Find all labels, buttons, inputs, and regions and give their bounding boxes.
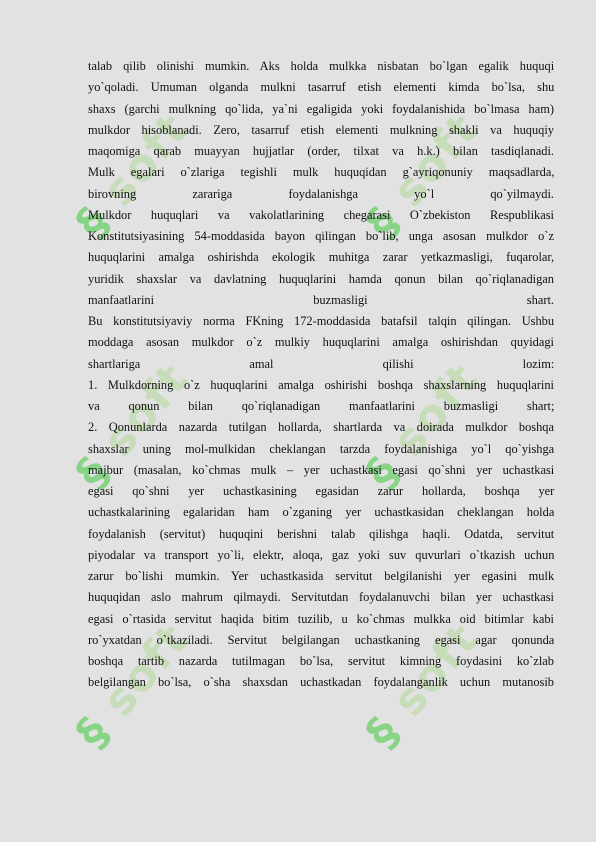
text-line: piyodalar va transport yo`li, elektr, aloqa, gaz yoki suv quvurlari o`tkazish uchun xyxy=(88,547,555,562)
text-line: huquqlarini amalga oshirishda ekologik muhitga zarar yetkazmasligi, fuqarolar, xyxy=(88,250,555,265)
text-line: foydalanish (servitut) huquqini berishni talab qilishga haqli. Odatda, servitut xyxy=(88,526,555,541)
text-line: majbur (masalan, ko`chmas mulk – yer uchastkasi egasi qo`shni yer uchastkasi xyxy=(88,462,555,477)
watermark: § soft xyxy=(66,353,200,498)
watermark: § soft xyxy=(356,613,490,758)
text-line: va qonun bilan qo`riqlanadigan manfaatlarini buzmasligi shart; xyxy=(88,399,555,413)
text-line: mulkdor hisoblanadi. Zero, tasarruf etish elementi mulkning shakli va huquqiy xyxy=(88,122,554,137)
text-line: maqomiga qarab muayyan hujjatlar (order, tilxat va h.k.) bilan tasdiqlanadi. xyxy=(88,144,554,158)
text-line: uchastkalarining egalaridan ham o`zganing yer uchastkasidan cheklangan holda xyxy=(88,505,555,520)
text-line: huquqidan aslo mahrum qilmaydi. Servitutdan foydalanuvchi bilan yer uchastkasi xyxy=(88,590,554,605)
text-line: Konstitutsiyasining 54-moddasida bayon qilingan bo`lib, unga asosan mulkdor o`z xyxy=(88,229,554,243)
text-line: shaxs (garchi mulkning qo`lida, ya`ni egaligida yoki foydalanishida bo`lmasa ham) xyxy=(88,101,554,116)
text-line: shartlariga amal qilishi lozim: xyxy=(88,356,555,371)
text-line: birovning zarariga foydalanishga yo`l qo`yilmaydi. xyxy=(88,186,554,201)
text-line: egasi qo`shni yer uchastkasining egasidan zarur hollarda, boshqa yer xyxy=(88,484,555,498)
text-line: manfaatlarini buzmasligi shart. xyxy=(88,292,554,307)
watermark: § soft xyxy=(66,613,200,758)
text-line: Bu konstitutsiyaviy norma FKning 172-moddasida batafsil talqin qilingan. Ushbu xyxy=(88,314,555,328)
text-line: talab qilib olinishi mumkin. Aks holda mulkka nisbatan bo`lgan egalik huquqi xyxy=(88,59,555,73)
text-line: Mulkdor huquqlari va vakolatlarining chegarasi O`zbekiston Respublikasi xyxy=(88,207,554,222)
watermark: § soft xyxy=(356,353,490,498)
watermark: § soft xyxy=(356,103,490,248)
text-line: ro`yxatdan o`tkaziladi. Servitut belgilangan uchastkaning egasi agar qonunda xyxy=(88,632,555,647)
text-line: moddaga asosan mulkdor o`z mulkiy huquqlarini amalga oshirishdan quyidagi xyxy=(88,335,554,350)
text-line: 1. Mulkdorning o`z huquqlarini amalga oshirishi boshqa shaxslarning huquqlarini xyxy=(88,377,554,392)
text-line: yo`qoladi. Umuman olganda mulkni tasarruf etish elementi kimda bo`lsa, shu xyxy=(88,80,555,95)
body-text xyxy=(88,56,554,694)
text-line: Mulk egalari o`zlariga tegishli mulk huquqidan g`ayriqonuniy maqsadlarda, xyxy=(88,165,555,180)
text-line: zarur bo`lishi mumkin. Yer uchastkasida servitut belgilanishi yer egasini mulk xyxy=(88,569,555,583)
watermark: § soft xyxy=(66,103,200,248)
text-line: boshqa tartib nazarda tutilmagan bo`lsa, servitut kimning foydasini ko`zlab xyxy=(88,654,554,668)
text-line: shaxslar uning mol-mulkidan cheklangan tarzda foydalanishiga yo`l qo`yishga xyxy=(88,441,555,456)
text-line: belgilangan bo`lsa, o`sha shaxsdan uchastkadan foydalanganlik uchun mutanosib xyxy=(88,675,554,690)
text-line: 2. Qonunlarda nazarda tutilgan hollarda, shartlarda va doirada mulkdor boshqa xyxy=(88,420,554,435)
text-line: yuridik shaxslar va davlatning huquqlarini hamda qonun bilan qo`riqlanadigan xyxy=(88,271,554,286)
text-line: egasi o`rtasida servitut haqida bitim tuzilib, u ko`chmas mulkka oid bitimlar kabi xyxy=(88,611,554,626)
